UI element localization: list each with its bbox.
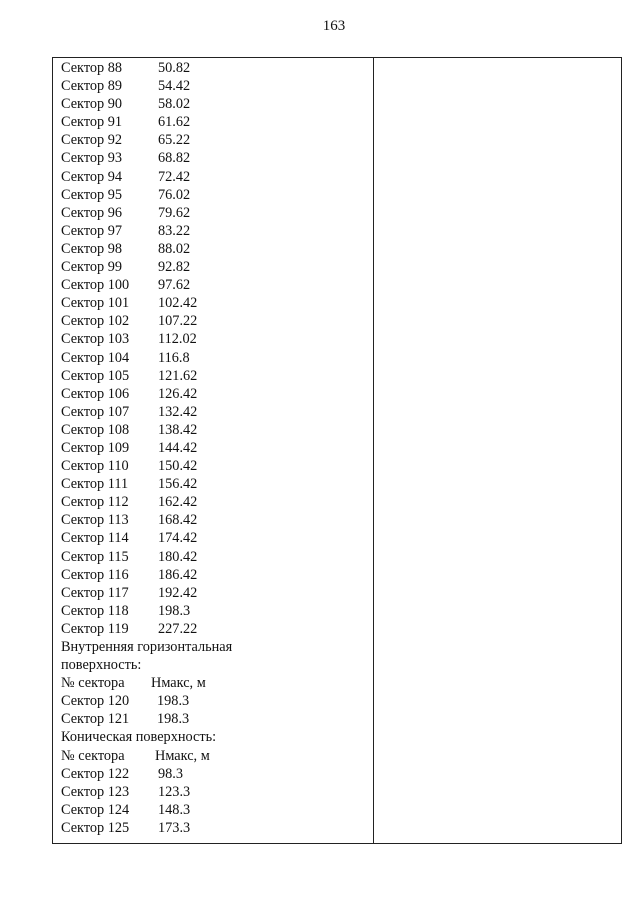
sector-table: [52, 57, 622, 844]
sector-name: Сектор 114: [61, 530, 129, 547]
sector-height-value: 180.42: [158, 548, 198, 565]
sector-row: [61, 204, 366, 222]
sector-height-value: 156.42: [158, 476, 198, 493]
sector-row: [61, 475, 366, 493]
sector-row: [61, 602, 366, 620]
sector-height-value: 198.3: [158, 602, 191, 619]
sector-name: Сектор 90: [61, 96, 123, 113]
sector-row: [61, 59, 366, 77]
sector-height-value: 126.42: [158, 385, 198, 402]
sector-name: Сектор 108: [61, 421, 130, 438]
sector-height-value: 227.22: [158, 620, 198, 637]
sector-name: Сектор 115: [61, 548, 129, 565]
sector-name: Сектор 102: [61, 313, 130, 330]
sector-name: Сектор 106: [61, 385, 130, 402]
sector-name: Сектор 94: [61, 168, 123, 185]
sector-row: [61, 493, 366, 511]
column-header-hmax: Нмакс, м: [155, 747, 210, 764]
sector-row: [61, 149, 366, 167]
sector-row: [61, 168, 366, 186]
sector-row: [61, 457, 366, 475]
sector-row: [61, 330, 366, 348]
sector-row: [61, 548, 366, 566]
sector-row: [61, 294, 366, 312]
sector-rows-part1: [61, 59, 366, 638]
sector-name: Сектор 124: [61, 801, 130, 818]
sector-height-value: 150.42: [158, 458, 198, 475]
sector-height-value: 83.22: [158, 222, 191, 239]
sector-row: [61, 186, 366, 204]
conical-surface-rows: [61, 765, 366, 837]
sector-height-value: 50.82: [158, 60, 191, 76]
sector-row: [61, 783, 366, 801]
sector-row: [61, 77, 366, 95]
sector-name: Сектор 97: [61, 222, 123, 239]
sector-height-value: 58.02: [158, 96, 191, 113]
sector-height-value: 198.3: [157, 693, 190, 710]
sector-name: Сектор 99: [61, 259, 123, 276]
sector-name: Сектор 100: [61, 277, 130, 294]
sector-row: [61, 692, 366, 710]
sector-row: [61, 349, 366, 367]
sector-height-value: 98.3: [158, 765, 184, 782]
sector-row: [61, 620, 366, 638]
sector-row: [61, 529, 366, 547]
sector-height-value: 102.42: [158, 295, 198, 312]
conical-surface-heading: Коническая поверхность:: [61, 729, 217, 746]
sector-row: [61, 131, 366, 149]
sector-height-value: 162.42: [158, 494, 198, 511]
sector-height-value: 65.22: [158, 132, 191, 149]
sector-height-value: 174.42: [158, 530, 198, 547]
sector-height-value: 144.42: [158, 439, 198, 456]
sector-height-value: 192.42: [158, 584, 198, 601]
sector-name: Сектор 119: [61, 620, 129, 637]
conical-surface-column-header: [61, 747, 366, 765]
sector-row: [61, 801, 366, 819]
sector-height-value: 97.62: [158, 277, 191, 294]
sector-row: [61, 819, 366, 837]
sector-row: [61, 710, 366, 728]
inner-surface-rows: [61, 692, 366, 728]
sector-row: [61, 566, 366, 584]
sector-list-column: [61, 59, 366, 837]
sector-height-value: 186.42: [158, 566, 198, 583]
sector-row: [61, 258, 366, 276]
column-header-hmax: Нмакс, м: [151, 675, 206, 692]
sector-name: Сектор 125: [61, 819, 130, 836]
sector-name: Сектор 116: [61, 566, 129, 583]
sector-name: Сектор 122: [61, 765, 130, 782]
sector-name: Сектор 111: [61, 476, 129, 493]
sector-name: Сектор 109: [61, 439, 130, 456]
sector-height-value: 88.02: [158, 240, 191, 257]
sector-name: Сектор 105: [61, 367, 130, 384]
sector-row: [61, 222, 366, 240]
sector-height-value: 198.3: [157, 711, 190, 728]
page-number: 163: [322, 18, 346, 34]
sector-row: [61, 439, 366, 457]
column-header-sector: № сектора: [61, 747, 125, 764]
column-divider: [373, 58, 374, 843]
sector-height-value: 121.62: [158, 367, 198, 384]
sector-height-value: 68.82: [158, 150, 191, 167]
sector-name: Сектор 120: [61, 693, 130, 710]
inner-surface-heading-line1: Внутренняя горизонтальная: [61, 639, 233, 655]
sector-row: [61, 276, 366, 294]
sector-name: Сектор 88: [61, 60, 123, 76]
sector-row: [61, 403, 366, 421]
sector-row: [61, 421, 366, 439]
sector-name: Сектор 113: [61, 512, 129, 529]
sector-row: [61, 511, 366, 529]
sector-height-value: 123.3: [158, 783, 191, 800]
sector-height-value: 72.42: [158, 168, 191, 185]
sector-name: Сектор 104: [61, 349, 130, 366]
sector-height-value: 116.8: [158, 349, 190, 366]
sector-height-value: 79.62: [158, 204, 191, 221]
sector-name: Сектор 103: [61, 331, 130, 348]
sector-name: Сектор 91: [61, 114, 123, 131]
sector-height-value: 112.02: [158, 331, 197, 348]
inner-surface-column-header: [61, 674, 366, 692]
sector-row: [61, 367, 366, 385]
sector-height-value: 132.42: [158, 403, 198, 420]
sector-name: Сектор 117: [61, 584, 129, 601]
sector-row: [61, 584, 366, 602]
sector-row: [61, 765, 366, 783]
sector-name: Сектор 118: [61, 602, 129, 619]
sector-row: [61, 113, 366, 131]
sector-name: Сектор 110: [61, 458, 129, 475]
sector-name: Сектор 95: [61, 186, 123, 203]
sector-height-value: 173.3: [158, 819, 191, 836]
sector-name: Сектор 112: [61, 494, 129, 511]
sector-name: Сектор 96: [61, 204, 123, 221]
sector-height-value: 168.42: [158, 512, 198, 529]
sector-name: Сектор 89: [61, 78, 123, 95]
sector-height-value: 107.22: [158, 313, 198, 330]
sector-row: [61, 240, 366, 258]
sector-height-value: 92.82: [158, 259, 191, 276]
sector-height-value: 148.3: [158, 801, 191, 818]
sector-row: [61, 385, 366, 403]
sector-height-value: 61.62: [158, 114, 191, 131]
sector-name: Сектор 123: [61, 783, 130, 800]
sector-name: Сектор 101: [61, 295, 130, 312]
sector-height-value: 54.42: [158, 78, 191, 95]
sector-name: Сектор 92: [61, 132, 123, 149]
sector-height-value: 138.42: [158, 421, 198, 438]
sector-name: Сектор 107: [61, 403, 130, 420]
column-header-sector: № сектора: [61, 675, 125, 692]
inner-surface-heading-line2: поверхность:: [61, 657, 142, 674]
sector-name: Сектор 93: [61, 150, 123, 167]
sector-height-value: 76.02: [158, 186, 191, 203]
sector-row: [61, 312, 366, 330]
sector-name: Сектор 98: [61, 240, 123, 257]
sector-row: [61, 95, 366, 113]
sector-name: Сектор 121: [61, 711, 130, 728]
